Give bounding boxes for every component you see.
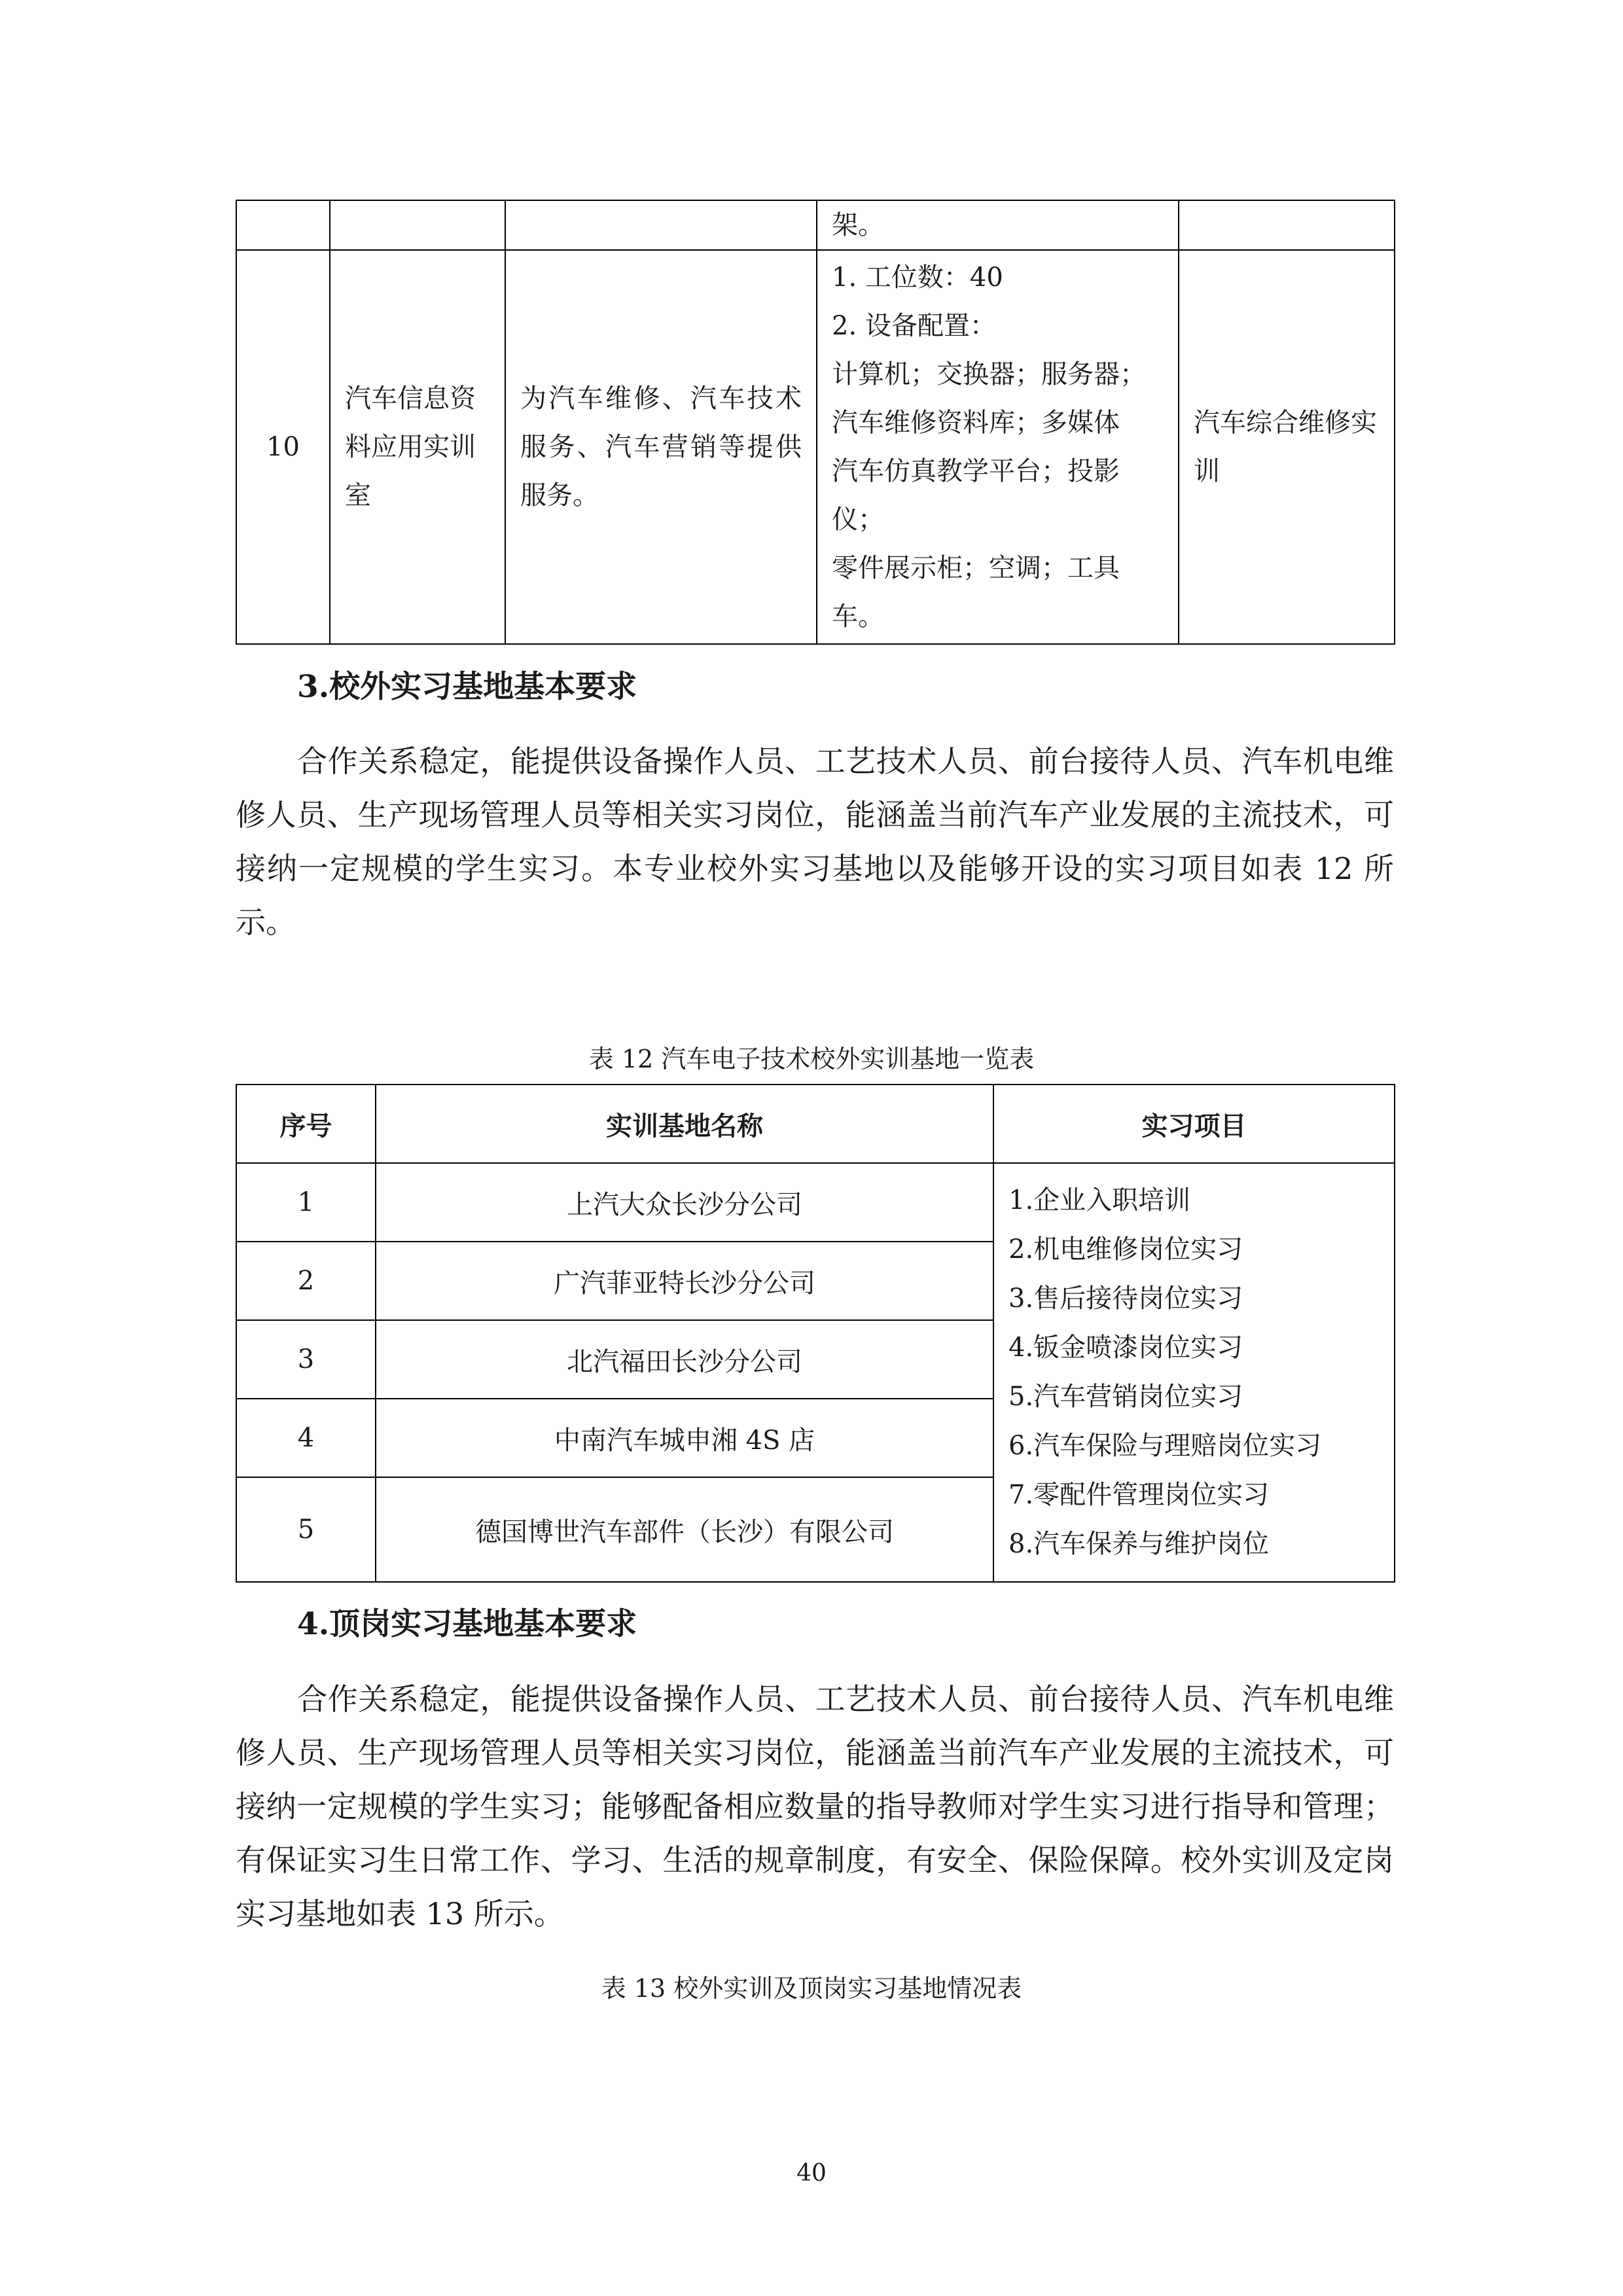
lab-table (236, 200, 1395, 645)
project-item: 8.汽车保养与维护岗位 (1008, 1529, 1270, 1559)
table-header-row (236, 1085, 1395, 1163)
body-paragraph: 合作关系稳定，能提供设备操作人员、工艺技术人员、前台接待人员、汽车机电维修人员、生产现场管理人员等相关实习岗位，能涵盖当前汽车产业发展的主流技术，可接纳一定规模的学生实习；能够配备相应数量的指导教师对学生实习进行指导和管理；有保证实习生日常工作、学习、生活的规章制度，有安全、保险保障。校外实训及定岗实习基地如表 13 所示。 (236, 1681, 1394, 1931)
base-no-cell: 2 (236, 1242, 376, 1320)
table-caption: 表 13 校外实训及顶岗实习基地情况表 (601, 1974, 1022, 2003)
base-no-cell: 1 (236, 1163, 376, 1242)
base-no-cell: 3 (236, 1320, 376, 1399)
lab-equipment-line: 车。 (832, 601, 884, 632)
section-heading: 4.顶岗实习基地基本要求 (297, 1606, 637, 1642)
lab-equipment-line: 1. 工位数：40 (832, 262, 1003, 293)
page-number: 40 (796, 2160, 827, 2187)
lab-table-cell (330, 200, 505, 250)
lab-name-cell: 汽车信息资料应用实训室 (330, 250, 505, 644)
table-row (236, 1163, 1395, 1242)
project-item: 7.零配件管理岗位实习 (1008, 1480, 1270, 1510)
base-name-cell: 上汽大众长沙分公司 (376, 1163, 993, 1242)
project-item: 1.企业入职培训 (1008, 1185, 1191, 1215)
base-name-cell: 德国博世汽车部件（长沙）有限公司 (376, 1477, 993, 1582)
lab-table-cell (1179, 200, 1395, 250)
lab-table-row (236, 250, 1395, 644)
lab-equipment-line: 零件展示柜；空调；工具 (832, 553, 1120, 583)
lab-equipment-cell (817, 250, 1179, 644)
lab-equipment-cell: 架。 (817, 200, 1179, 250)
project-item: 3.售后接待岗位实习 (1008, 1283, 1243, 1314)
base-name-cell: 广汽菲亚特长沙分公司 (376, 1242, 993, 1320)
section-heading: 3.校外实习基地基本要求 (297, 669, 637, 705)
header-projects: 实习项目 (993, 1085, 1395, 1163)
project-item: 4.钣金喷漆岗位实习 (1008, 1333, 1243, 1363)
lab-table-cell (505, 200, 817, 250)
lab-equipment-line: 仪； (832, 505, 884, 535)
lab-equipment-line: 2. 设备配置： (832, 311, 996, 341)
lab-table-row (236, 200, 1395, 250)
base-no-cell: 5 (236, 1477, 376, 1582)
project-item: 5.汽车营销岗位实习 (1008, 1382, 1243, 1412)
lab-equipment-line: 汽车维修资料库；多媒体 (832, 408, 1120, 438)
project-item: 2.机电维修岗位实习 (1008, 1234, 1243, 1265)
lab-equipment-line: 计算机；交换器；服务器； (832, 359, 1146, 389)
base-name-cell: 中南汽车城申湘 4S 店 (376, 1399, 993, 1477)
base-no-cell: 4 (236, 1399, 376, 1477)
base-name-cell: 北汽福田长沙分公司 (376, 1320, 993, 1399)
header-no: 序号 (236, 1085, 376, 1163)
lab-table-cell (236, 200, 330, 250)
projects-cell (993, 1163, 1395, 1582)
lab-function-line: 服务、汽车营销等提供 (520, 432, 802, 462)
lab-equipment-line: 汽车仿真教学平台；投影 (832, 456, 1120, 486)
lab-function-line: 服务。 (520, 480, 599, 511)
lab-function-line: 为汽车维修、汽车技术 (520, 384, 802, 414)
project-item: 6.汽车保险与理赔岗位实习 (1008, 1431, 1322, 1461)
training-base-table (236, 1084, 1395, 1583)
table-caption: 表 12 汽车电子技术校外实训基地一览表 (588, 1045, 1035, 1073)
lab-course-cell: 汽车综合维修实训 (1179, 250, 1395, 644)
body-paragraph: 合作关系稳定，能提供设备操作人员、工艺技术人员、前台接待人员、汽车机电维修人员、生产现场管理人员等相关实习岗位，能涵盖当前汽车产业发展的主流技术，可接纳一定规模的学生实习。本专业校外实习基地以及能够开设的实习项目如表 12 所示。 (236, 744, 1394, 940)
lab-no-cell: 10 (236, 250, 330, 644)
header-base-name: 实训基地名称 (376, 1085, 993, 1163)
lab-function-cell (505, 250, 817, 644)
